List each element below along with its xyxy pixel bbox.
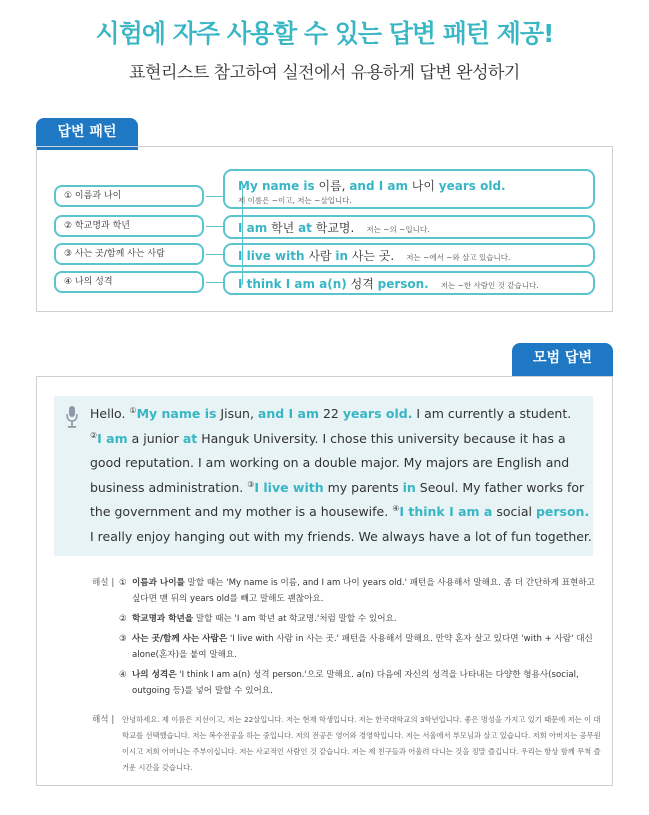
pattern-box [36,146,613,312]
pattern-note: 저는 ~의 ~입니다. [366,225,430,234]
explanation-label: 해설 | [92,578,115,588]
pattern-box-school [223,215,595,239]
answer-line: I really enjoy hanging out with my friends. We always have a lot of fun together. [90,528,592,544]
pattern-text: I live with 사람 in 사는 곳. [238,249,395,263]
pattern-box-name-age [223,169,595,209]
pattern-note: 저는 ~에서 ~와 살고 있습니다. [406,253,511,262]
answer-line: good reputation. I am working on a double major. My majors are English and [90,455,570,470]
pattern-box-residence [223,243,595,267]
answer-speech-box [54,396,593,556]
connector-tick [206,226,224,227]
answer-line: ②I am a junior at Hanguk University. I chose this university because it has a [90,430,566,446]
pattern-text: My name is 이름, and I am 나이 years old. [238,179,506,193]
answer-line: the government and my mother is a housewife. ④I think I am a social person. [90,503,590,519]
model-answer-box: Hello. ①My name is Jisun, and I am 22 years old. I am currently a student. ②I am a junior at Hanguk University. I chose this university because it has a good reputation. I am working on a double major. My majors are English and business administration. ③I live with my parents in Seoul. My father works for the government and my mother is a housewife. ④I think I am a social person. I really enjoy hanging out with my friends. We always have a lot of fun together. 해설 | ① 이름과 나이를 말할 때는 'My name is 이름, and I am 나이 years old.' 패턴을 사용해서 말해요. 좀 더 간단하게 표현하고 싶다면 맨 뒤의 years old를 빼고 말해도 괜찮아요. ② 학교명과 학년을 말할 때는 'I am 학년 at 학교명.'처럼 말할 수 있어요. ③ 사는 곳/함께 사는 사람은 'I live with 사람 in 사는 곳.' 패턴을 사용해서 말해요. 만약 혼자 살고 있다면 'with + 사람' 대신 alone(혼자)을 붙여 말해요. ④ 나의 성격은 'I think I am a(n) 성격 person.'으로 말해요. a(n) 다음에 자신의 성격을 나타내는 다양한 형용사(social, outgoing 등)를 넣어 말할 수 있어요. 해석 | 안녕하세요. 제 이름은 지선이고, 저는 22살입니다. 저는 현재 학생입니다. 저는 한국대학교의 3학년입니다. 좋은 명성을 가지고 있기 때문에 저는 이 대학교를 선택했습니다. 저는 복수전공을 하는 중입니다. 저의 전공은 영어와 경영학입니다. 저는 서울에서 부모님과 살고 있습니다. 저희 아버지는 공무원이시고 저희 어머니는 주부이십니다. 저는 사교적인 사람인 것 같습니다. 저는 제 친구들과 어울려 다니는 것을 정말 즐깁니다. 우리는 항상 함께 무척 즐거운 시간을 갖습니다. [36,376,613,786]
pattern-tag: 답변 패턴 [36,118,138,150]
pattern-text: I think I am a(n) 성격 person. [238,277,429,291]
pattern-label: ④ 나의 성격 [54,271,204,293]
connector-tick [206,254,224,255]
pattern-label: ③ 사는 곳/함께 사는 사람 [54,243,204,265]
model-answer-tag: 모범 답변 [512,343,613,377]
connector-tick [206,282,224,283]
pattern-text: I am 학년 at 학교명. [238,221,355,235]
translation-label: 해석 | [92,715,115,725]
answer-text [90,402,590,549]
pattern-box-personality [223,271,595,295]
microphone-icon [64,405,80,429]
translation-text: 안녕하세요. 제 이름은 지선이고, 저는 22살입니다. 저는 현재 학생입니다. 저는 한국대학교의 3학년입니다. 좋은 명성을 가지고 있기 때문에 저는 이 대학교를 선택했습니다. 저는 복수전공을 하는 중입니다. 저의 전공은 영어와 경영학입니다. 저는 서울에서 부모님과 살고 있습니다. 저희 아버지는 공무원이시고 저희 어머니는 주부이십니다. 저는 사교적인 사람인 것 같습니다. 저는 제 친구들과 어울려 다니는 것을 정말 즐깁니다. 우리는 항상 함께 무척 즐거운 시간을 갖습니다. [122,715,601,772]
pattern-label: ① 이름과 나이 [54,185,204,207]
page-subtitle: 표현리스트 참고하여 실전에서 유용하게 답변 완성하기 [129,63,520,83]
page-title: 시험에 자주 사용할 수 있는 답변 패턴 제공! [95,19,554,48]
answer-line: Hello. ①My name is Jisun, and I am 22 years old. I am currently a student. [90,405,572,421]
pattern-label: ② 학교명과 학년 [54,215,204,237]
pattern-note: 제 이름은 ~이고, 저는 ~살입니다. [238,196,352,205]
answer-line: business administration. ③I live with my parents in Seoul. My father works for [90,479,585,495]
pattern-note: 저는 ~한 사람인 것 같습니다. [440,281,539,290]
connector-tick [206,196,224,197]
